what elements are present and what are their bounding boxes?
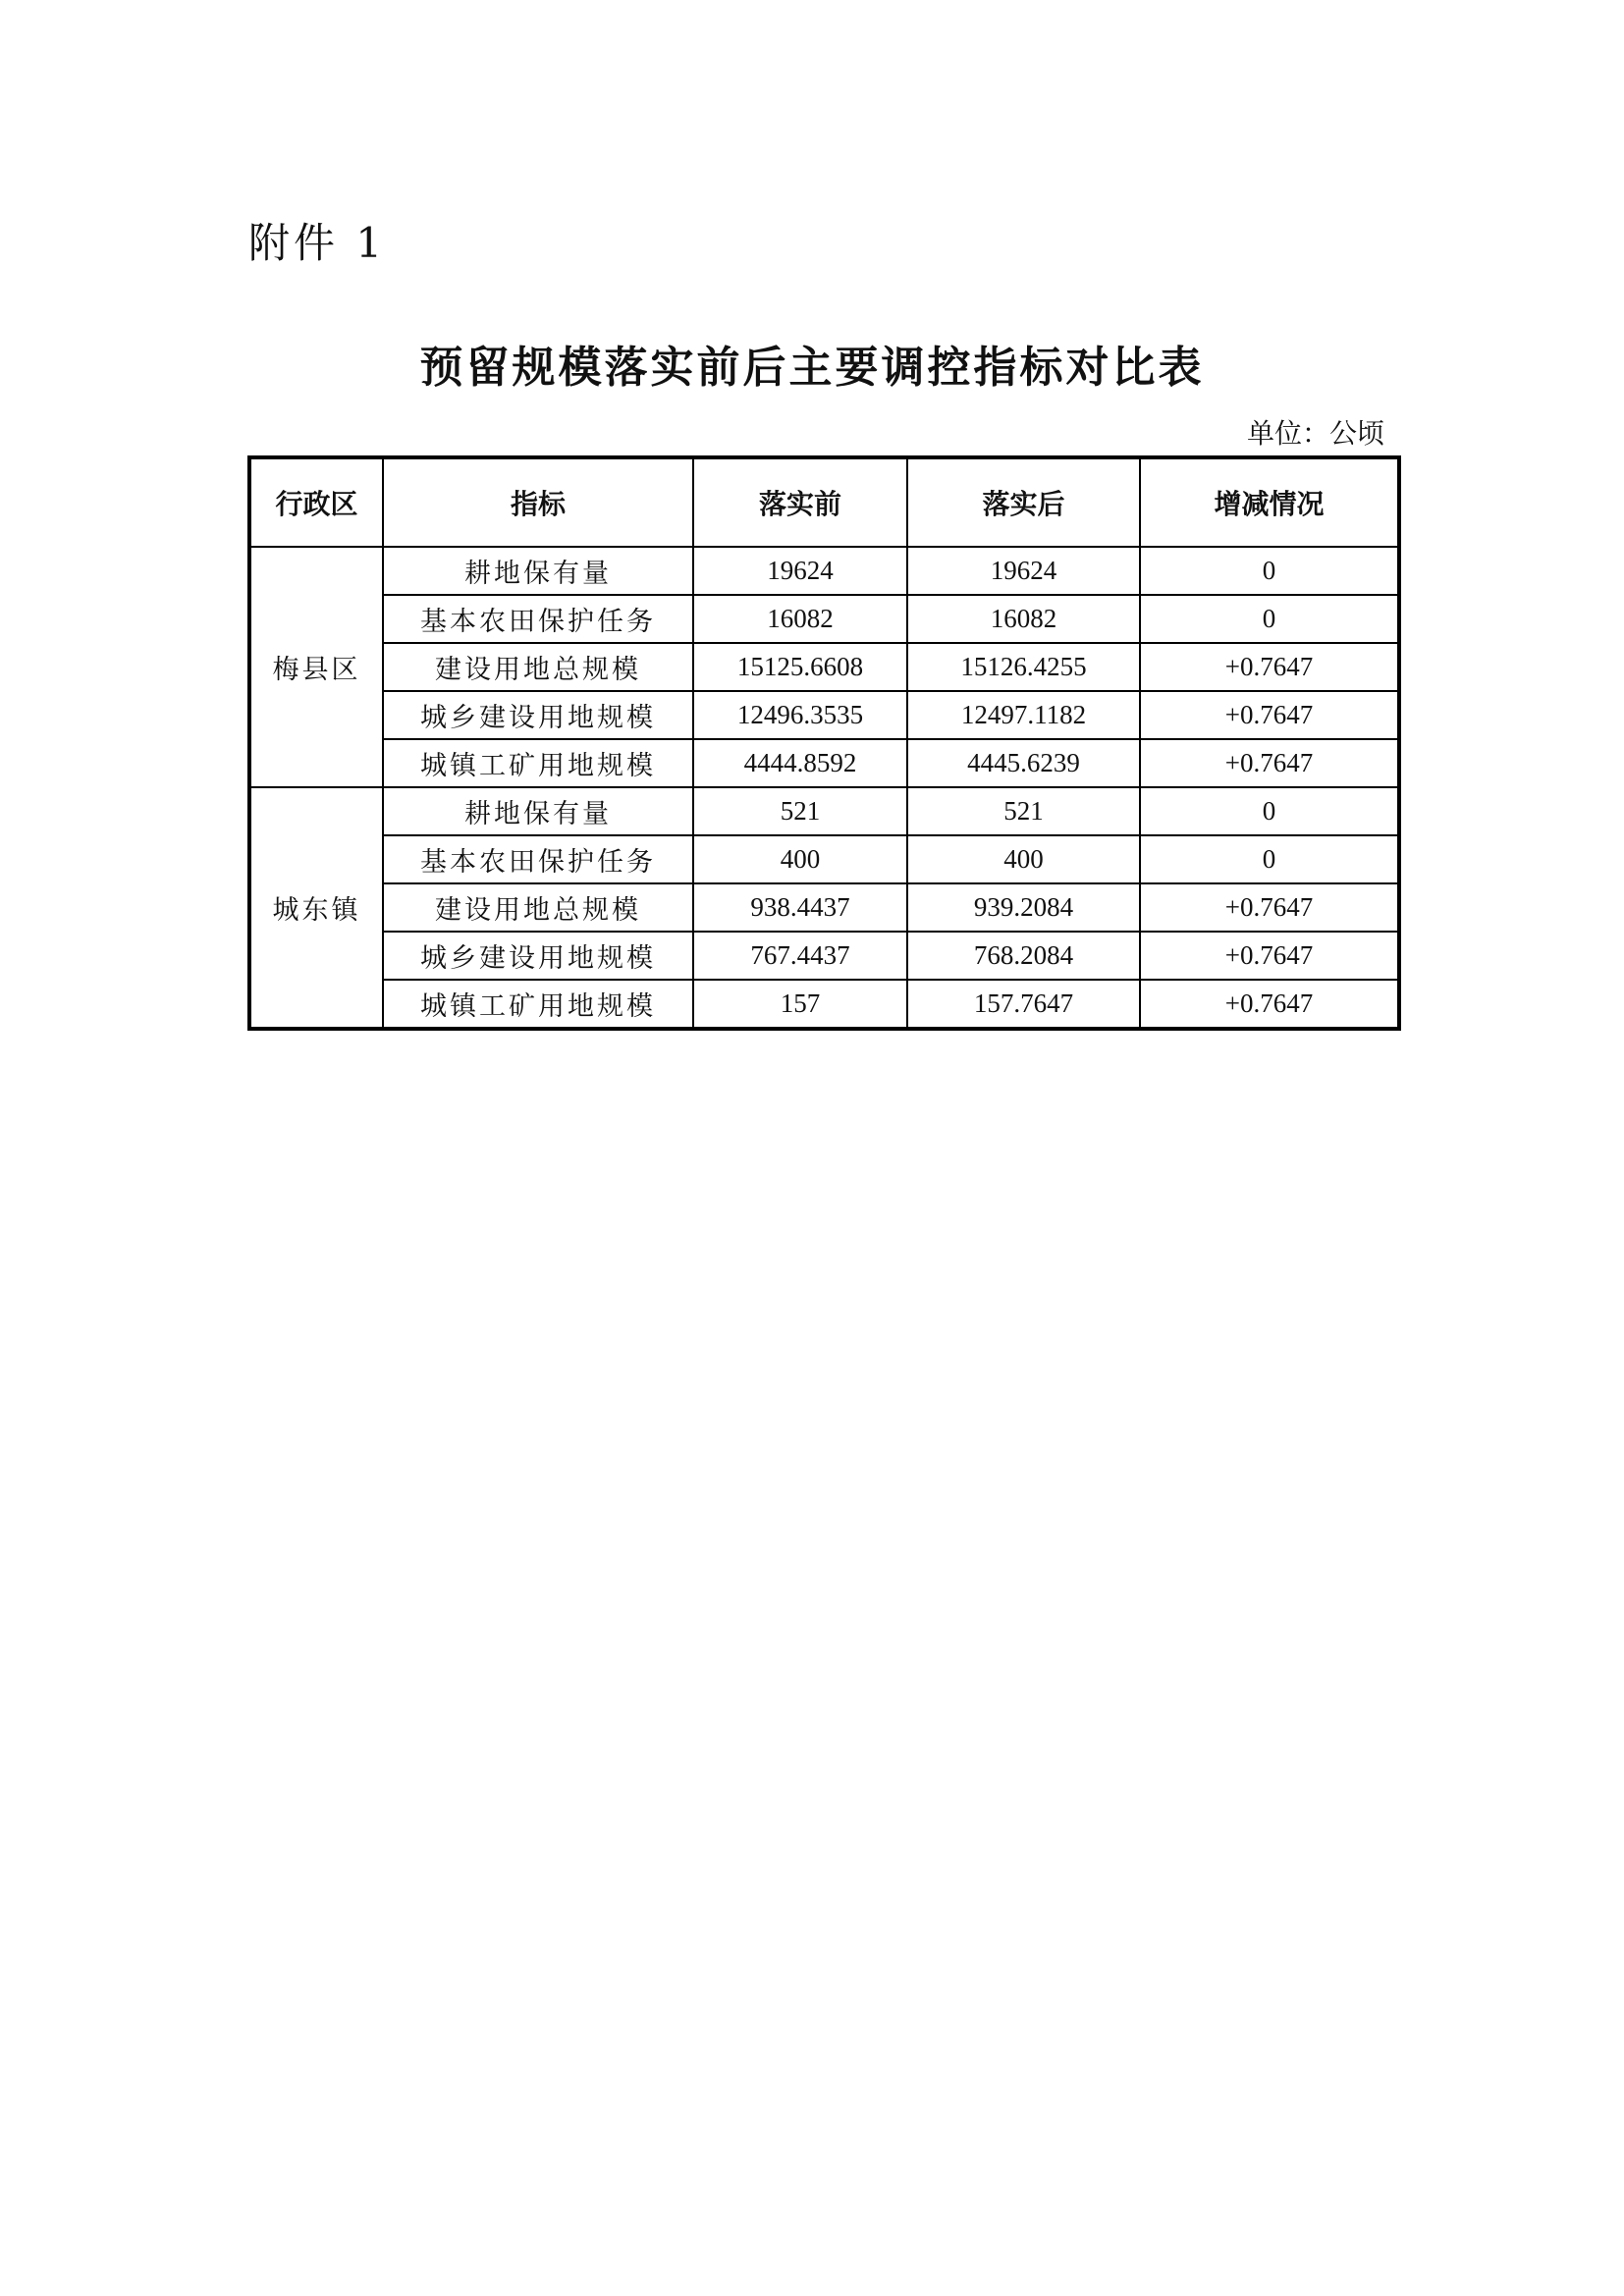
after-cell: 15126.4255 (907, 643, 1140, 691)
header-after: 落实后 (907, 457, 1140, 547)
change-cell: 0 (1140, 835, 1399, 883)
change-cell: +0.7647 (1140, 932, 1399, 980)
table-row (249, 643, 1399, 691)
after-cell: 157.7647 (907, 980, 1140, 1029)
before-cell: 12496.3535 (693, 691, 907, 739)
header-before: 落实前 (693, 457, 907, 547)
change-cell: +0.7647 (1140, 691, 1399, 739)
table-row (249, 595, 1399, 643)
indicator-cell: 耕地保有量 (383, 787, 693, 835)
header-indicator: 指标 (383, 457, 693, 547)
before-cell: 938.4437 (693, 883, 907, 932)
table-row (249, 691, 1399, 739)
after-cell: 768.2084 (907, 932, 1140, 980)
before-cell: 15125.6608 (693, 643, 907, 691)
attachment-label: 附件 1 (248, 219, 387, 267)
indicator-cell: 建设用地总规模 (383, 883, 693, 932)
indicator-cell: 建设用地总规模 (383, 643, 693, 691)
comparison-table (247, 455, 1401, 1031)
before-cell: 157 (693, 980, 907, 1029)
unit-label: 单位：公顷 (1246, 417, 1384, 450)
after-cell: 521 (907, 787, 1140, 835)
header-change: 增减情况 (1140, 457, 1399, 547)
table-row (249, 980, 1399, 1029)
indicator-cell: 基本农田保护任务 (383, 595, 693, 643)
indicator-cell: 城乡建设用地规模 (383, 691, 693, 739)
indicator-cell: 城乡建设用地规模 (383, 932, 693, 980)
before-cell: 4444.8592 (693, 739, 907, 787)
table-row (249, 883, 1399, 932)
before-cell: 16082 (693, 595, 907, 643)
change-cell: +0.7647 (1140, 643, 1399, 691)
change-cell: 0 (1140, 787, 1399, 835)
after-cell: 12497.1182 (907, 691, 1140, 739)
before-cell: 19624 (693, 547, 907, 595)
table-row (249, 932, 1399, 980)
table-row (249, 787, 1399, 835)
indicator-cell: 耕地保有量 (383, 547, 693, 595)
district-cell: 城东镇 (249, 787, 383, 1029)
after-cell: 4445.6239 (907, 739, 1140, 787)
table-row (249, 547, 1399, 595)
table-header-row (249, 457, 1399, 547)
indicator-cell: 基本农田保护任务 (383, 835, 693, 883)
header-district: 行政区 (249, 457, 383, 547)
change-cell: +0.7647 (1140, 883, 1399, 932)
change-cell: +0.7647 (1140, 980, 1399, 1029)
before-cell: 521 (693, 787, 907, 835)
table-row (249, 835, 1399, 883)
before-cell: 767.4437 (693, 932, 907, 980)
district-cell: 梅县区 (249, 547, 383, 787)
change-cell: 0 (1140, 547, 1399, 595)
indicator-cell: 城镇工矿用地规模 (383, 980, 693, 1029)
change-cell: 0 (1140, 595, 1399, 643)
after-cell: 400 (907, 835, 1140, 883)
after-cell: 939.2084 (907, 883, 1140, 932)
after-cell: 19624 (907, 547, 1140, 595)
before-cell: 400 (693, 835, 907, 883)
table-row (249, 739, 1399, 787)
change-cell: +0.7647 (1140, 739, 1399, 787)
page-title: 预留规模落实前后主要调控指标对比表 (419, 343, 1205, 393)
after-cell: 16082 (907, 595, 1140, 643)
indicator-cell: 城镇工矿用地规模 (383, 739, 693, 787)
